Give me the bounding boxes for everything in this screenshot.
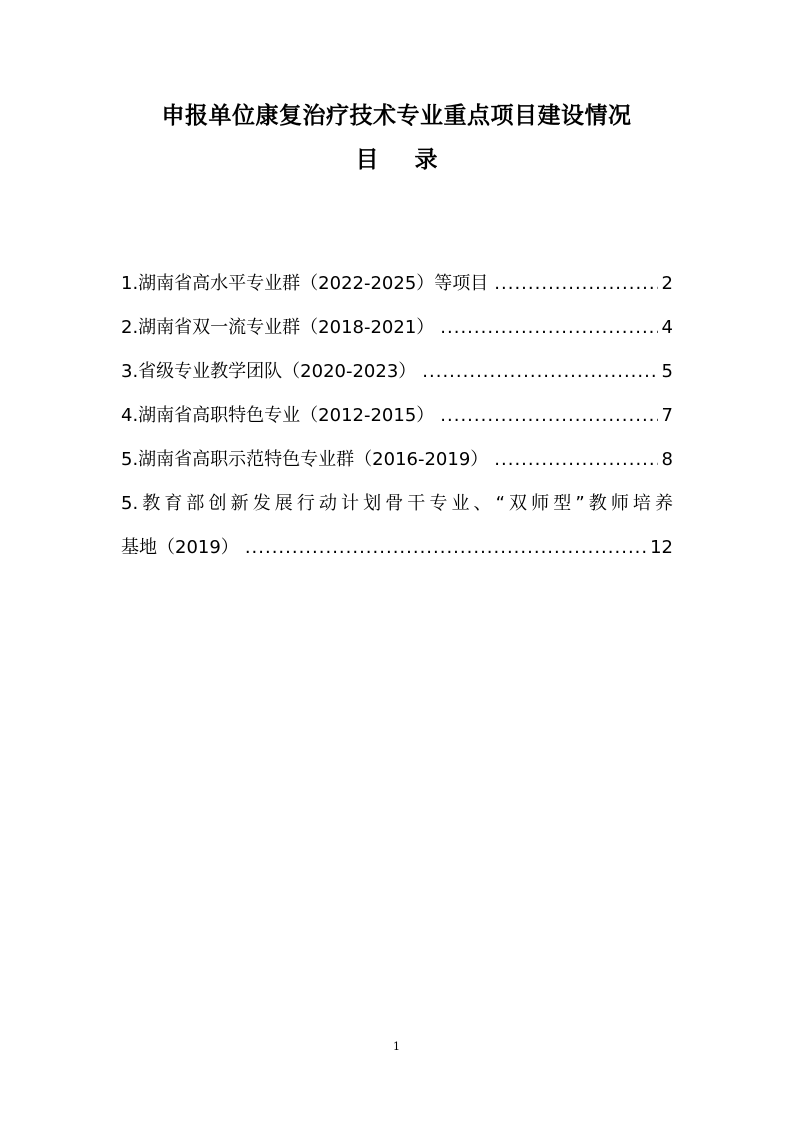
toc-entry-page: 8 <box>661 449 673 470</box>
toc-entry[interactable] <box>121 486 673 574</box>
dot-leader <box>422 354 657 390</box>
toc-entry-line2 <box>121 530 673 574</box>
document-title: 申报单位康复治疗技术专业重点项目建设情况 <box>161 103 632 129</box>
toc-entry[interactable] <box>121 266 673 310</box>
toc-entry[interactable] <box>121 310 673 354</box>
toc-entry-label: 1.湖南省高水平专业群（2022-2025）等项目 <box>121 273 489 294</box>
toc-entry-page: 4 <box>661 317 673 338</box>
toc-entry-page: 12 <box>650 537 673 558</box>
toc-entry-label-line1: 5.教育部创新发展行动计划骨干专业、“双师型”教师培养 <box>121 493 673 514</box>
toc-entry[interactable] <box>121 442 673 486</box>
dot-leader <box>440 310 657 346</box>
toc-heading <box>0 142 793 178</box>
table-of-contents <box>121 266 673 574</box>
toc-entry-label: 2.湖南省双一流专业群（2018-2021） <box>121 317 435 338</box>
dot-leader <box>440 398 657 434</box>
toc-entry-page: 7 <box>661 405 673 426</box>
toc-entry[interactable] <box>121 354 673 398</box>
toc-entry-label: 4.湖南省高职特色专业（2012-2015） <box>121 405 435 426</box>
dot-leader <box>494 266 657 302</box>
toc-heading-right: 录 <box>414 147 438 173</box>
toc-entry-page: 5 <box>661 361 673 382</box>
dot-leader <box>245 530 646 566</box>
page-number: 1 <box>393 1040 400 1053</box>
toc-entry-label-line2: 基地（2019） <box>121 537 239 558</box>
toc-entry-label: 3.省级专业教学团队（2020-2023） <box>121 361 417 382</box>
toc-entry[interactable] <box>121 398 673 442</box>
toc-heading-left: 目 <box>355 147 379 173</box>
dot-leader <box>494 442 657 478</box>
toc-entry-label: 5.湖南省高职示范特色专业群（2016-2019） <box>121 449 489 470</box>
toc-entry-page: 2 <box>661 273 673 294</box>
